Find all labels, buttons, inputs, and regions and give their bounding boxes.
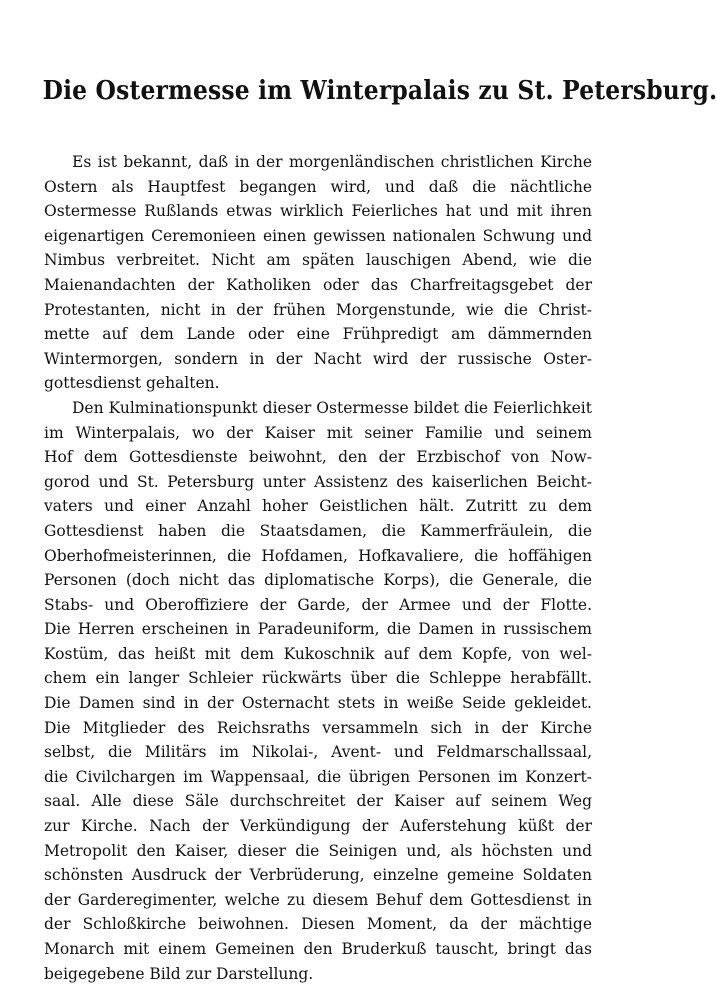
text-line: Den Kulminationspunkt dieser Ostermesse bildet die Feierlichkeit: [72, 398, 592, 417]
text-line: schönsten Ausdruck der Verbrüderung, einzelne gemeine Soldaten: [44, 866, 592, 885]
page-title: Die Ostermesse im Winterpalais zu St. Petersburg.: [42, 76, 717, 107]
text-line: mette auf dem Lande oder eine Frühpredigt am dämmernden: [44, 325, 592, 344]
text-line: saal. Alle diese Säle durchschreitet der Kaiser auf seinem Weg: [44, 792, 592, 811]
text-line: im Winterpalais, wo der Kaiser mit seiner Familie und seinem: [44, 423, 592, 442]
text-line: eigenartigen Ceremonieen einen gewissen nationalen Schwung und: [44, 226, 592, 245]
text-line: Es ist bekannt, daß in der morgenländischen christlichen Kirche: [72, 153, 592, 171]
text-line: selbst, die Militärs im Nikolai-, Avent- und Feldmarschallssaal,: [44, 743, 592, 762]
text-line: Nimbus verbreitet. Nicht am späten lauschigen Abend, wie die: [44, 251, 592, 270]
text-line: Wintermorgen, sondern in der Nacht wird der russische Oster-: [44, 349, 592, 368]
text-line: Ostermesse Rußlands etwas wirklich Feierliches hat und mit ihren: [44, 202, 592, 221]
text-line: beigegebene Bild zur Darstellung.: [44, 964, 314, 983]
text-line: zur Kirche. Nach der Verkündigung der Auferstehung küßt der: [44, 817, 592, 836]
text-line: Personen (doch nicht das diplomatische Korps), die Generale, die: [44, 571, 592, 590]
text-line: Maienandachten der Katholiken oder das Charfreitagsgebet der: [44, 275, 592, 294]
text-line: der Schloßkirche beiwohnen. Diesen Moment, da der mächtige: [44, 915, 592, 934]
text-line: Oberhofmeisterinnen, die Hofdamen, Hofkavaliere, die hoffähigen: [44, 546, 592, 565]
text-line: Gottesdienst haben die Staatsdamen, die Kammerfräulein, die: [44, 521, 592, 540]
paragraph-2: [44, 396, 592, 986]
text-line: Die Herren erscheinen in Paradeuniform, die Damen in russischem: [44, 620, 592, 639]
text-line: Hof dem Gottesdienste beiwohnt, den der Erzbischof von Now-: [44, 448, 592, 467]
text-line: chem ein langer Schleier rückwärts über die Schleppe herabfällt.: [44, 669, 592, 688]
text-line: Die Damen sind in der Osternacht stets in weiße Seide gekleidet.: [44, 694, 592, 713]
text-line: Die Mitglieder des Reichsraths versammeln sich in der Kirche: [44, 718, 592, 737]
text-line: Metropolit den Kaiser, dieser die Seinigen und, als höchsten und: [44, 841, 592, 860]
text-line: gottesdienst gehalten.: [44, 374, 220, 393]
text-line: Ostern als Hauptfest begangen wird, und daß die nächtliche: [44, 177, 592, 196]
paragraph-1: [44, 150, 592, 396]
text-line: Kostüm, das heißt mit dem Kukoschnik auf dem Kopfe, von wel-: [44, 644, 592, 663]
text-line: Monarch mit einem Gemeinen den Bruderkuß tauscht, bringt das: [44, 940, 592, 958]
text-line: der Garderegimenter, welche zu diesem Behuf dem Gottesdienst in: [44, 890, 592, 909]
text-line: vaters und einer Anzahl hoher Geistlichen hält. Zutritt zu dem: [44, 497, 592, 516]
text-line: die Civilchargen im Wappensaal, die übrigen Personen im Konzert-: [44, 767, 592, 786]
text-line: gorod und St. Petersburg unter Assistenz des kaiserlichen Beicht-: [44, 472, 592, 491]
article-body: [44, 150, 592, 986]
text-line: Protestanten, nicht in der frühen Morgenstunde, wie die Christ-: [44, 300, 592, 319]
text-line: Stabs- und Oberoffiziere der Garde, der Armee und der Flotte.: [44, 595, 592, 614]
